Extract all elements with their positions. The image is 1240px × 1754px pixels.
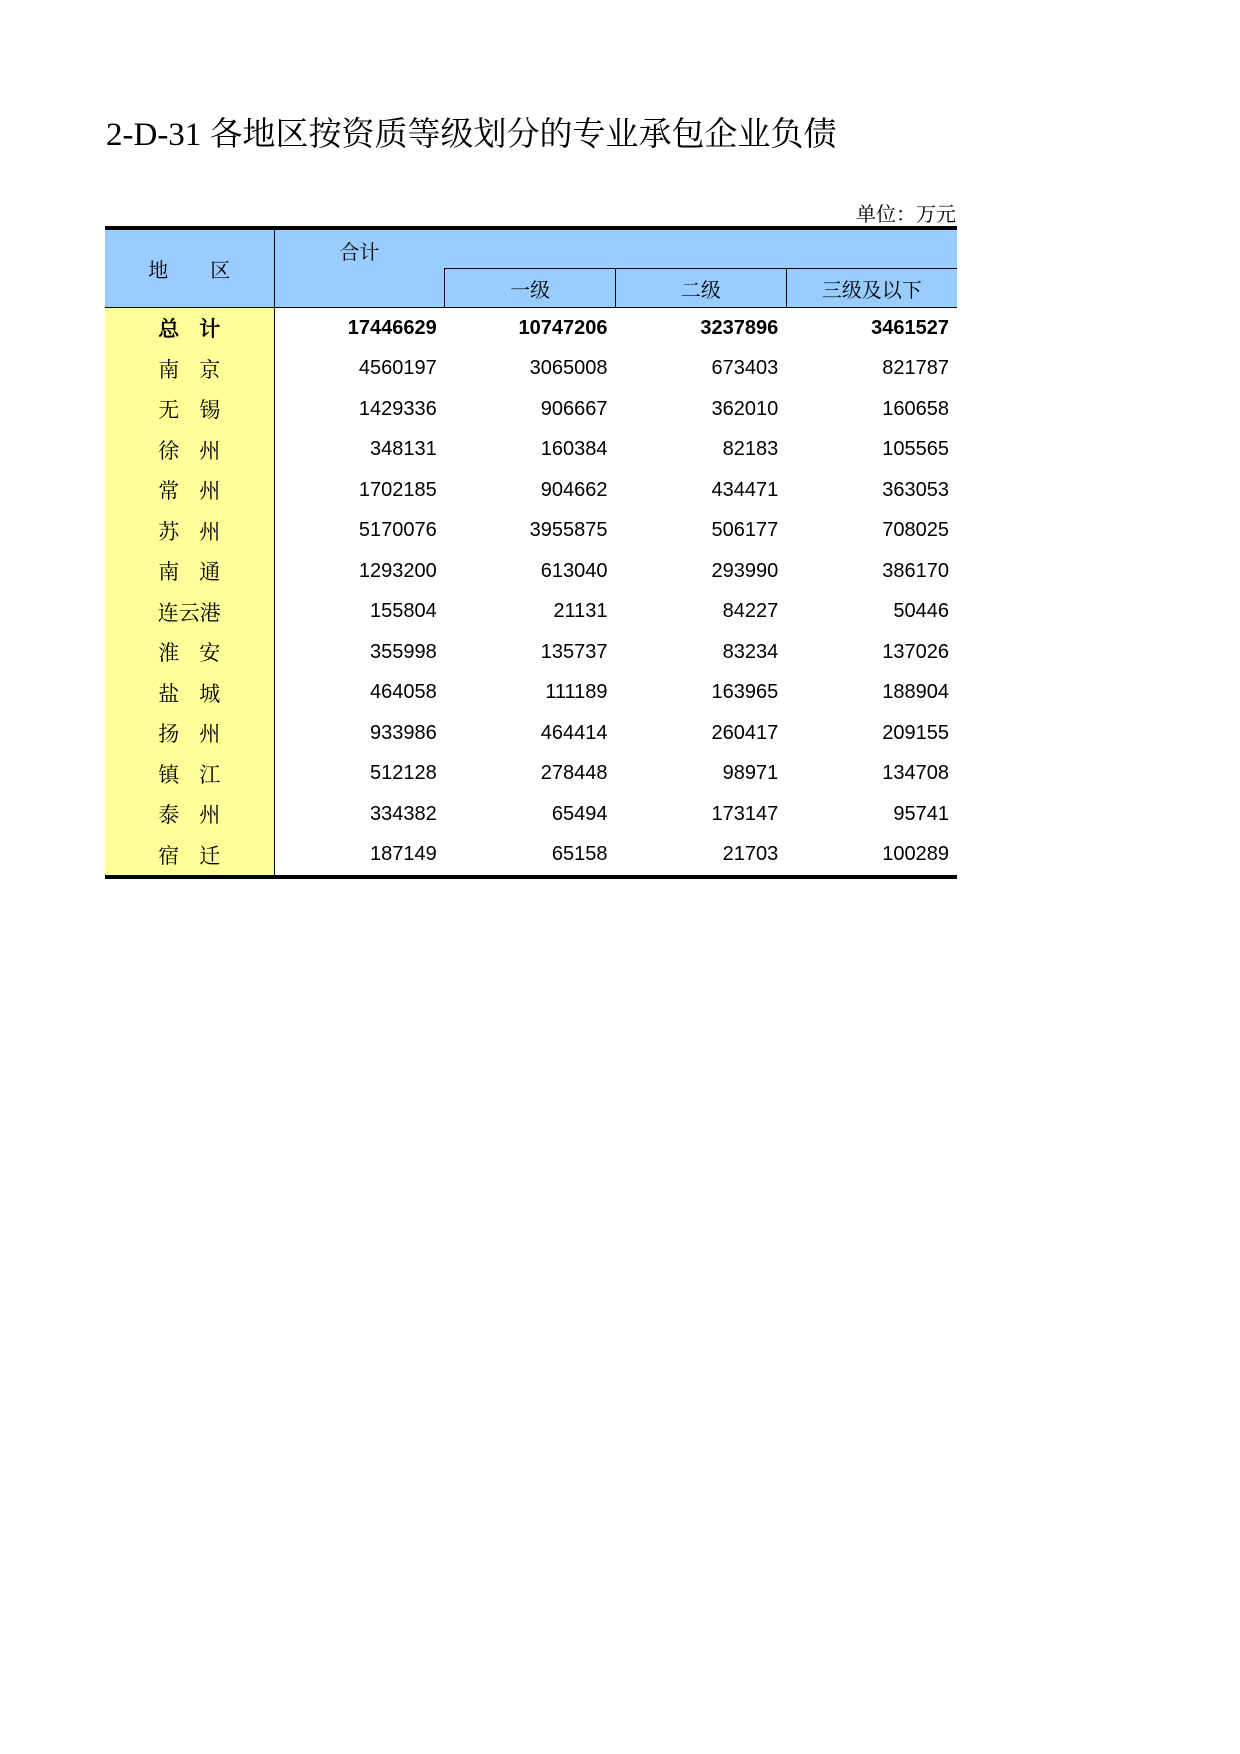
region-name-char: 淮 xyxy=(158,641,180,666)
region-cell xyxy=(105,713,274,754)
region-cell xyxy=(105,632,274,673)
grade-1-cell: 278448 xyxy=(540,762,608,785)
region-name-char: 南 xyxy=(158,357,180,382)
grade-3-cell: 105565 xyxy=(882,438,949,461)
region-name xyxy=(158,799,220,829)
grade-3-cell: 95741 xyxy=(893,802,949,825)
region-name-char: 泰 xyxy=(158,803,180,828)
total-cell: 5170076 xyxy=(358,519,437,542)
table-row xyxy=(105,835,957,878)
grade-3-cell: 160658 xyxy=(882,397,949,420)
total-cell: 1293200 xyxy=(358,559,437,582)
grade-3-cell: 708025 xyxy=(882,519,949,542)
total-cell: 512128 xyxy=(370,762,437,785)
header-grade-group xyxy=(445,228,957,269)
grade-1-cell: 21131 xyxy=(553,600,608,623)
total-cell: 155804 xyxy=(370,600,437,623)
grade-1-cell: 111189 xyxy=(545,681,608,704)
table-row xyxy=(105,430,957,471)
grade-1-cell: 904662 xyxy=(540,478,608,501)
region-cell xyxy=(105,308,274,349)
table-row-total xyxy=(105,308,957,349)
grade-1-cell: 613040 xyxy=(540,559,608,582)
table-row xyxy=(105,349,957,390)
grade-1-cell: 160384 xyxy=(540,438,608,461)
region-name-char: 镇 xyxy=(158,762,180,787)
region-cell xyxy=(105,470,274,511)
region-name-char: 徐 xyxy=(158,438,180,463)
region-name xyxy=(158,556,220,586)
region-name-char: 计 xyxy=(199,317,221,342)
region-name-char: 苏 xyxy=(158,519,180,544)
grade-2-cell: 163965 xyxy=(711,681,779,704)
grade-2-cell: 293990 xyxy=(711,559,779,582)
grade-3-cell: 821787 xyxy=(882,357,949,380)
table-row xyxy=(105,713,957,754)
region-name-char: 总 xyxy=(158,317,180,342)
grade-2-cell: 673403 xyxy=(711,357,779,380)
table-row xyxy=(105,592,957,633)
grade-1-cell: 464414 xyxy=(540,721,608,744)
grade-2-cell: 3237896 xyxy=(700,316,779,339)
region-name-char: 盐 xyxy=(158,681,180,706)
page-title: 2-D-31 各地区按资质等级划分的专业承包企业负债 xyxy=(106,117,837,153)
table-row xyxy=(105,511,957,552)
total-cell: 1702185 xyxy=(358,478,437,501)
grade-2-cell: 83234 xyxy=(722,640,779,663)
table-row xyxy=(105,470,957,511)
grade-3-cell: 363053 xyxy=(882,478,949,501)
grade-2-cell: 84227 xyxy=(722,600,779,623)
header-grade-2: 二级 xyxy=(616,269,787,308)
region-name xyxy=(158,678,220,708)
table-row xyxy=(105,673,957,714)
grade-1-cell: 3065008 xyxy=(529,357,608,380)
header-total-label: 合计 xyxy=(339,242,380,264)
grade-1-cell: 3955875 xyxy=(529,519,608,542)
region-cell xyxy=(105,794,274,835)
table-row xyxy=(105,632,957,673)
grade-2-cell: 506177 xyxy=(711,519,779,542)
region-cell xyxy=(105,673,274,714)
grade-3-cell: 100289 xyxy=(786,835,957,878)
total-cell: 4560197 xyxy=(358,357,437,380)
grade-2-cell: 260417 xyxy=(711,721,779,744)
region-name-char: 京 xyxy=(199,357,221,382)
region-name-char: 州 xyxy=(199,479,221,504)
grade-3-cell: 209155 xyxy=(882,721,949,744)
region-name-char: 江 xyxy=(199,762,221,787)
header-region xyxy=(105,228,274,308)
region-name-char: 无 xyxy=(158,398,180,423)
region-name-char: 州 xyxy=(199,438,221,463)
grade-2-cell: 98971 xyxy=(722,762,779,785)
region-name xyxy=(158,394,220,424)
region-name xyxy=(158,354,220,384)
region-name-char: 迁 xyxy=(199,843,221,868)
region-name-char: 通 xyxy=(199,560,221,585)
grade-1-cell: 65494 xyxy=(551,802,608,825)
grade-1-cell: 65158 xyxy=(445,835,616,878)
total-cell: 1429336 xyxy=(358,397,437,420)
region-cell xyxy=(105,430,274,471)
grade-1-cell: 10747206 xyxy=(518,316,608,339)
table-row xyxy=(105,754,957,795)
region-name-char: 宿 xyxy=(158,843,180,868)
region-name-char: 扬 xyxy=(158,722,180,747)
total-cell: 17446629 xyxy=(347,316,437,339)
grade-3-cell: 137026 xyxy=(882,640,949,663)
grade-3-cell: 3461527 xyxy=(871,316,949,339)
table-row xyxy=(105,794,957,835)
grade-3-cell: 134708 xyxy=(882,762,949,785)
grade-3-cell: 386170 xyxy=(882,559,949,582)
region-name-char: 常 xyxy=(158,479,180,504)
table-row xyxy=(105,389,957,430)
region-name-char: 州 xyxy=(199,519,221,544)
region-cell xyxy=(105,592,274,633)
region-name-char: 安 xyxy=(199,641,221,666)
header-region-char-2: 区 xyxy=(210,260,231,282)
region-cell xyxy=(105,835,274,878)
region-name xyxy=(158,637,220,667)
region-name xyxy=(158,718,220,748)
grade-2-cell: 21703 xyxy=(616,835,787,878)
total-cell: 187149 xyxy=(274,835,445,878)
region-name xyxy=(158,435,220,465)
total-cell: 933986 xyxy=(370,721,437,744)
region-name-char: 州 xyxy=(199,722,221,747)
region-cell xyxy=(105,349,274,390)
region-name xyxy=(158,516,220,546)
region-name xyxy=(158,475,220,505)
region-cell xyxy=(105,389,274,430)
header-grade-3: 三级及以下 xyxy=(786,269,957,308)
table-row xyxy=(105,551,957,592)
region-name: 连云港 xyxy=(157,600,221,625)
table-header xyxy=(105,228,957,308)
region-cell xyxy=(105,551,274,592)
region-name xyxy=(158,840,220,870)
unit-label: 单位：万元 xyxy=(856,204,956,226)
header-total xyxy=(274,228,445,308)
grade-2-cell: 434471 xyxy=(711,478,779,501)
region-cell xyxy=(105,511,274,552)
grade-2-cell: 173147 xyxy=(711,802,779,825)
region-name-char: 州 xyxy=(199,803,221,828)
total-cell: 334382 xyxy=(370,802,437,825)
grade-1-cell: 135737 xyxy=(540,640,608,663)
grade-3-cell: 50446 xyxy=(893,600,949,623)
header-region-char-1: 地 xyxy=(148,260,169,282)
region-name-char: 城 xyxy=(199,681,221,706)
total-cell: 348131 xyxy=(370,438,437,461)
data-table xyxy=(105,226,957,879)
total-cell: 464058 xyxy=(370,681,437,704)
region-name xyxy=(158,313,220,343)
region-cell xyxy=(105,754,274,795)
table-body xyxy=(105,308,957,878)
total-cell: 355998 xyxy=(370,640,437,663)
grade-1-cell: 906667 xyxy=(540,397,608,420)
grade-2-cell: 82183 xyxy=(722,438,779,461)
grade-2-cell: 362010 xyxy=(711,397,779,420)
region-name xyxy=(158,759,220,789)
grade-3-cell: 188904 xyxy=(882,681,949,704)
header-grade-1: 一级 xyxy=(445,269,616,308)
region-name-char: 南 xyxy=(158,560,180,585)
region-name-char: 锡 xyxy=(199,398,221,423)
